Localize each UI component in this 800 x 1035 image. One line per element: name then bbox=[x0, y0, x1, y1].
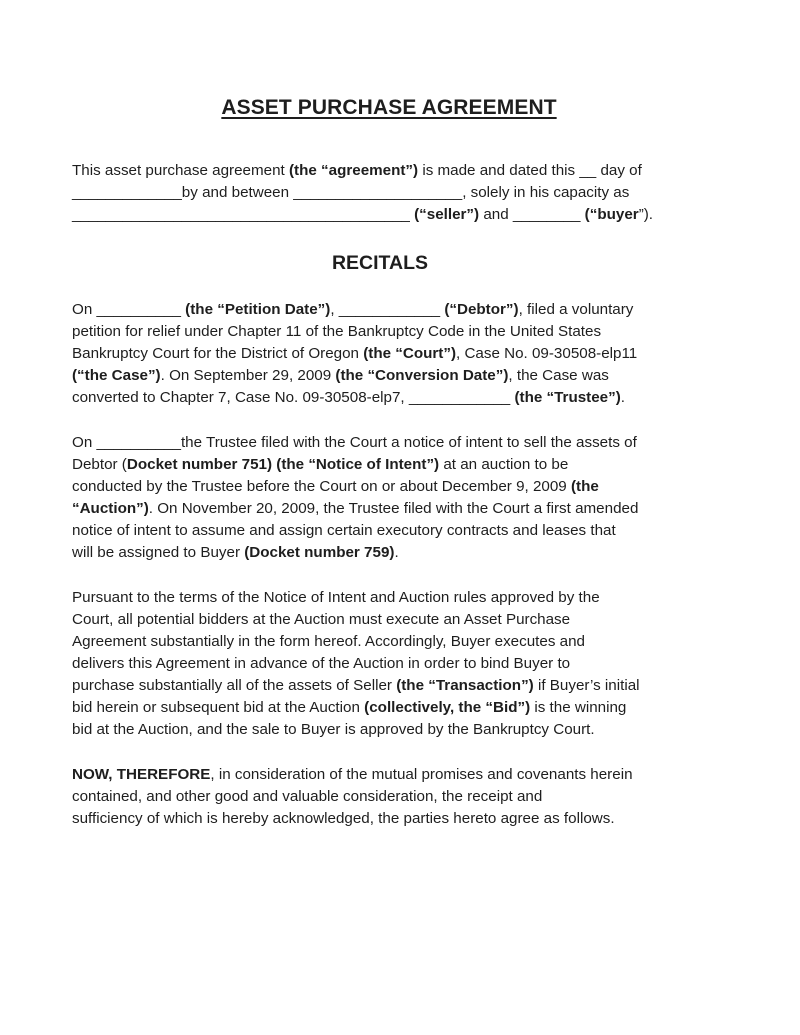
recital-paragraph-notice bbox=[72, 432, 712, 564]
recital-paragraph-auction bbox=[72, 587, 712, 741]
text-run: On __________ bbox=[72, 301, 186, 318]
text-line bbox=[72, 498, 712, 520]
text-run: will be assigned to Buyer bbox=[72, 544, 245, 561]
bold-term: (the “Trustee”) bbox=[514, 389, 621, 406]
text-line bbox=[72, 808, 712, 830]
text-run: Court, all potential bidders at the Auction must execute an Asset Purchase bbox=[72, 611, 571, 628]
text-line bbox=[72, 182, 712, 204]
text-line bbox=[72, 299, 712, 321]
text-run: conducted by the Trustee before the Court on or about December 9, 2009 bbox=[72, 478, 571, 495]
bold-term: (“buyer bbox=[584, 206, 639, 223]
bold-term: (the “agreement”) bbox=[288, 162, 419, 179]
text-run: This asset purchase agreement bbox=[72, 162, 289, 179]
text-run: ________________________________________ bbox=[72, 206, 415, 223]
text-run: purchase substantially all of the assets of Seller bbox=[72, 677, 397, 694]
text-run: ”). bbox=[638, 206, 654, 223]
text-line bbox=[72, 542, 712, 564]
recital-paragraph-petition bbox=[72, 299, 712, 409]
text-line bbox=[72, 343, 712, 365]
intro-paragraph bbox=[72, 160, 712, 226]
text-line bbox=[72, 387, 712, 409]
text-line bbox=[72, 764, 712, 786]
text-line bbox=[72, 476, 712, 498]
text-line bbox=[72, 520, 712, 542]
text-line bbox=[72, 432, 712, 454]
text-line bbox=[72, 631, 712, 653]
bold-term: (the “Court”) bbox=[363, 345, 457, 362]
bold-term: (the “Conversion Date”) bbox=[335, 367, 509, 384]
document-title: ASSET PURCHASE AGREEMENT bbox=[221, 96, 557, 119]
text-run: Debtor ( bbox=[72, 456, 127, 473]
text-run: notice of intent to assume and assign certain executory contracts and leases that bbox=[72, 522, 616, 539]
text-run: bid at the Auction, and the sale to Buyer is approved by the Bankruptcy Court. bbox=[72, 721, 595, 738]
text-run: contained, and other good and valuable consideration, the receipt and bbox=[72, 788, 543, 805]
text-run: Bankruptcy Court for the District of Oregon bbox=[72, 345, 364, 362]
text-line bbox=[72, 719, 712, 741]
text-run: _____________by and between ____________________, solely in his capacity as bbox=[72, 184, 630, 201]
text-run: delivers this Agreement in advance of the Auction in order to bind Buyer to bbox=[72, 655, 571, 672]
bold-term: (collectively, the “Bid”) bbox=[364, 699, 531, 716]
text-line bbox=[72, 321, 712, 343]
text-run: bid herein or subsequent bid at the Auction bbox=[72, 699, 365, 716]
text-line bbox=[72, 609, 712, 631]
text-line bbox=[72, 365, 712, 387]
text-run: and ________ bbox=[479, 206, 585, 223]
bold-term: “Auction”) bbox=[72, 500, 149, 517]
bold-term: (the “Petition Date”) bbox=[185, 301, 331, 318]
text-run: at an auction to be bbox=[439, 456, 569, 473]
bold-term: (the bbox=[570, 478, 599, 495]
text-run: , filed a voluntary bbox=[518, 301, 634, 318]
text-line bbox=[72, 697, 712, 719]
text-run: . bbox=[394, 544, 399, 561]
text-run: . On September 29, 2009 bbox=[160, 367, 336, 384]
text-line bbox=[72, 454, 712, 476]
now-therefore-paragraph bbox=[72, 764, 712, 830]
text-run: , the Case was bbox=[508, 367, 609, 384]
bold-term: (“seller”) bbox=[414, 206, 480, 223]
text-run: converted to Chapter 7, Case No. 09-30508-elp7, ____________ bbox=[72, 389, 515, 406]
text-run: Agreement substantially in the form hereof. Accordingly, Buyer executes and bbox=[72, 633, 585, 650]
text-run: On __________the Trustee filed with the Court a notice of intent to sell the assets of bbox=[72, 434, 637, 451]
text-run: , ____________ bbox=[330, 301, 445, 318]
text-line bbox=[72, 587, 712, 609]
bold-term: NOW, THEREFORE bbox=[72, 766, 211, 783]
text-line bbox=[72, 675, 712, 697]
recitals-heading: RECITALS bbox=[331, 252, 429, 274]
text-line bbox=[72, 653, 712, 675]
text-run: , Case No. 09-30508-elp11 bbox=[456, 345, 638, 362]
bold-term: (“Debtor”) bbox=[444, 301, 519, 318]
text-run: , in consideration of the mutual promises and covenants herein bbox=[210, 766, 633, 783]
text-run: sufficiency of which is hereby acknowledged, the parties hereto agree as follows. bbox=[72, 810, 615, 827]
text-line bbox=[72, 786, 712, 808]
text-run: petition for relief under Chapter 11 of the Bankruptcy Code in the United States bbox=[72, 323, 602, 340]
text-run: if Buyer’s initial bbox=[533, 677, 640, 694]
text-run: Pursuant to the terms of the Notice of Intent and Auction rules approved by the bbox=[72, 589, 600, 606]
text-run: . bbox=[620, 389, 626, 406]
bold-term: (the “Transaction”) bbox=[396, 677, 534, 694]
text-line bbox=[72, 160, 712, 182]
bold-term: Docket number 751) (the “Notice of Intent”) bbox=[126, 456, 440, 473]
text-run: is the winning bbox=[530, 699, 627, 716]
text-run: is made and dated this __ day of bbox=[418, 162, 642, 179]
text-run: . On November 20, 2009, the Trustee filed with the Court a first amended bbox=[148, 500, 639, 517]
bold-term: (Docket number 759) bbox=[244, 544, 395, 561]
bold-term: (“the Case”) bbox=[72, 367, 161, 384]
text-line bbox=[72, 204, 712, 226]
